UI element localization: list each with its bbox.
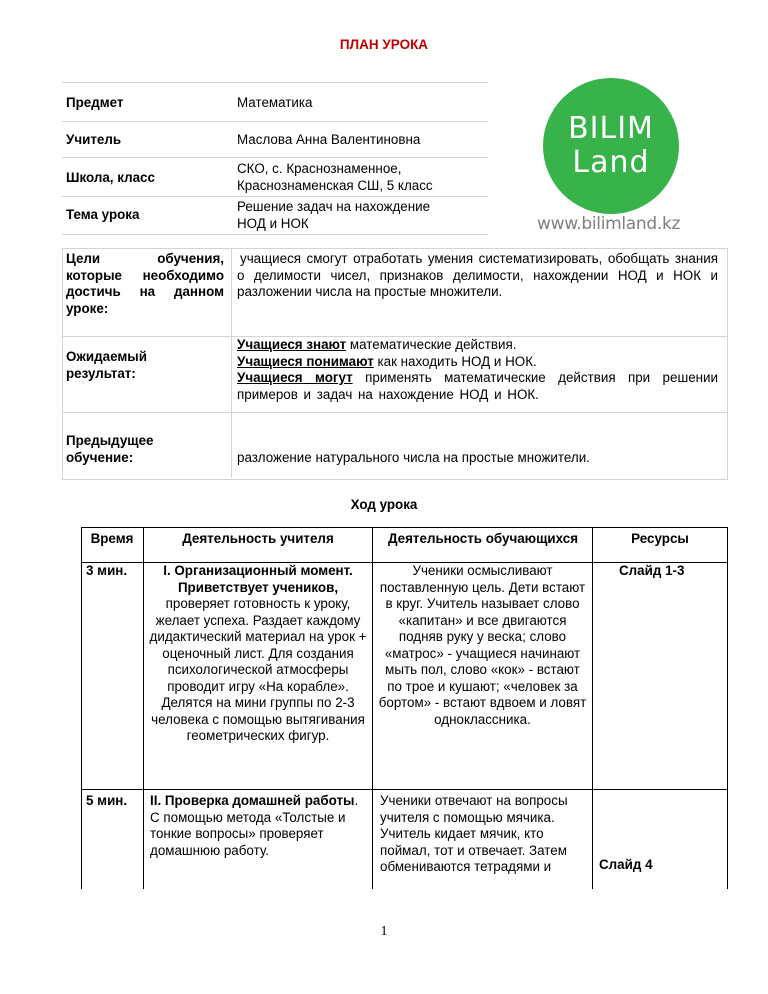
subject-value: Математика (237, 95, 313, 110)
row1-teacher-activity: I. Организационный момент. Приветствует учеников, проверяет готовность к уроку, желает успеха. Раздает каждому дидактический материал на урок + оценочный лист. Для создания психологической атмосферы проводит игру «На корабле». Делятся на мини группы по 2-3 человека с помощью вытягивания геометрических фигур. (149, 563, 367, 743)
previous-label: Предыдущее обучение: (66, 433, 154, 465)
logo-text-line2: Land (572, 145, 650, 180)
table-divider (62, 82, 488, 83)
expected-can: Учащиеся могут применять математические действия при решении примеров и задач на нахождение НОД и НОК. (237, 370, 718, 402)
table-divider (81, 789, 727, 790)
table-divider (62, 157, 488, 158)
bilimland-logo (543, 78, 679, 214)
topic-value-line2: НОД и НОК (237, 216, 309, 231)
school-value-line2: Краснознаменская СШ, 5 класс (237, 178, 433, 193)
expected-know: Учащиеся знают математические действия. (237, 337, 517, 352)
row1-student-activity: Ученики осмысливают поставленную цель. Дети встают в круг. Учитель называет слово «капитан» и все двигаются подняв руку у веска; слово «матрос» - учащиеся начинают мыть пол, слово «кок» - встают по трое и кушают; «человек за бортом» - встают вдвоем и ловят одноклассника. (378, 563, 587, 727)
table-divider (62, 121, 488, 122)
row1-resources: Слайд 1-3 (619, 563, 685, 578)
teacher-label: Учитель (66, 132, 122, 147)
page-title: ПЛАН УРОКА (339, 37, 429, 52)
topic-label: Тема урока (66, 207, 140, 222)
table-divider (231, 249, 232, 478)
page-number: 1 (380, 924, 388, 939)
header-student-activity: Деятельность обучающихся (387, 531, 579, 546)
school-value-line1: СКО, с. Краснознаменное, (237, 161, 402, 176)
header-teacher-activity: Деятельность учителя (182, 531, 334, 546)
table-divider (62, 412, 727, 413)
page-bottom-margin (0, 889, 768, 994)
header-time: Время (90, 531, 134, 546)
row2-resources: Слайд 4 (599, 857, 653, 872)
row2-teacher-activity: II. Проверка домашней работы. С помощью метода «Толстые и тонкие вопросы» проверяет домашнюю работу. (150, 793, 359, 858)
goals-label: Цели обучения, которые необходимо достичь на данном уроке: (66, 251, 224, 316)
lesson-title: Ход урока (350, 497, 418, 512)
expected-understand: Учащиеся понимают как находить НОД и НОК. (237, 353, 537, 369)
header-resources: Ресурсы (631, 531, 689, 546)
row2-student-activity: Ученики отвечают на вопросы учителя с помощью мячика. Учитель кидает мячик, кто поймал, тот и отвечает. Затем обмениваются тетрадями и (380, 793, 568, 874)
row1-time: 3 мин. (86, 563, 128, 578)
subject-label: Предмет (66, 95, 124, 110)
goals-text: учащиеся смогут отработать умения систематизировать, обобщать знания о делимости чисел, признаков делимости, нахождении НОД и НОК и разложении числа на простые множители. (237, 251, 718, 299)
table-divider (62, 234, 488, 235)
expected-results (237, 337, 718, 403)
previous-text: разложение натурального числа на простые множители. (237, 450, 590, 465)
logo-url: www.bilimland.kz (537, 214, 681, 234)
logo-text-line1: BILIM (568, 111, 654, 146)
topic-value-line1: Решение задач на нахождение (237, 199, 431, 214)
teacher-value: Маслова Анна Валентиновна (237, 132, 421, 147)
school-label: Школа, класс (66, 170, 155, 185)
table-divider (62, 196, 488, 197)
row2-time: 5 мин. (86, 793, 128, 808)
expected-label: Ожидаемый результат: (66, 349, 147, 381)
